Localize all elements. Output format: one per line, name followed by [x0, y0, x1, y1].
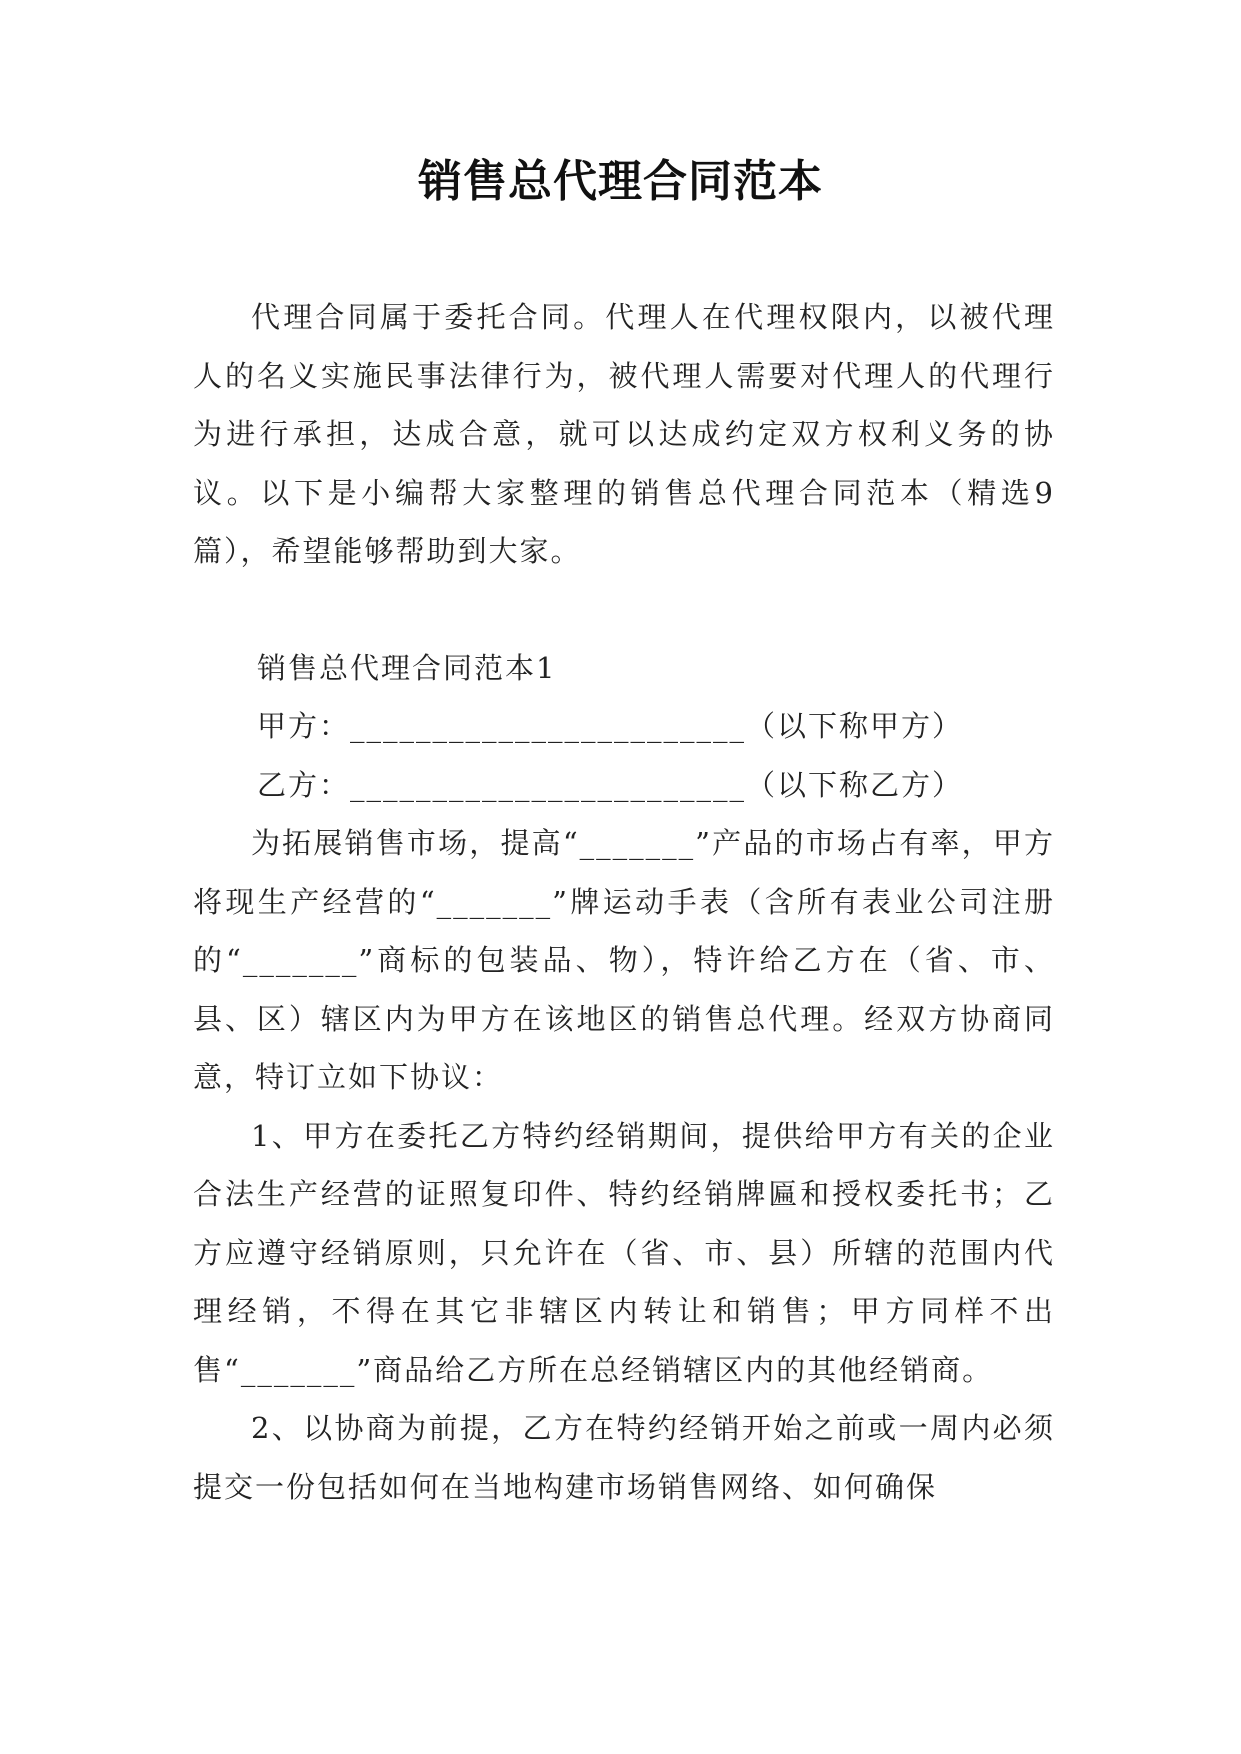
- clause-preamble: 为拓展销售市场，提高“_______”产品的市场占有率，甲方将现生产经营的“_______”牌运动手表（含所有表业公司注册的“_______”商标的包装品、物），特许给乙方在（省、市、县、区）辖区内为甲方在该地区的销售总代理。经双方协商同意，特订立如下协议：: [193, 826, 1055, 1094]
- intro-paragraph: 代理合同属于委托合同。代理人在代理权限内，以被代理人的名义实施民事法律行为，被代理人需要对代理人的代理行为进行承担，达成合意，就可以达成约定双方权利义务的协议。以下是小编帮大家整理的销售总代理合同范本（精选9篇），希望能够帮助到大家。: [193, 300, 1055, 568]
- document-title: 销售总代理合同范本: [418, 156, 823, 207]
- section-heading: 销售总代理合同范本1: [257, 650, 557, 685]
- party-b-line: 乙方：________________________（以下称乙方）: [257, 767, 964, 802]
- clause-2: 2、以协商为前提，乙方在特约经销开始之前或一周内必须提交一份包括如何在当地构建市场销售网络、如何确保: [193, 1411, 1055, 1504]
- party-a-line: 甲方：________________________（以下称甲方）: [257, 709, 964, 743]
- document-body: [193, 288, 1055, 1516]
- clause-1: 1、甲方在委托乙方特约经销期间，提供给甲方有关的企业合法生产经营的证照复印件、特约经销牌匾和授权委托书；乙方应遵守经销原则，只允许在（省、市、县）所辖的范围内代理经销，不得在其它非辖区内转让和销售；甲方同样不出售“_______”商品给乙方所在总经销辖区内的其他经销商。: [193, 1118, 1055, 1387]
- paragraph-spacer: [193, 581, 1055, 639]
